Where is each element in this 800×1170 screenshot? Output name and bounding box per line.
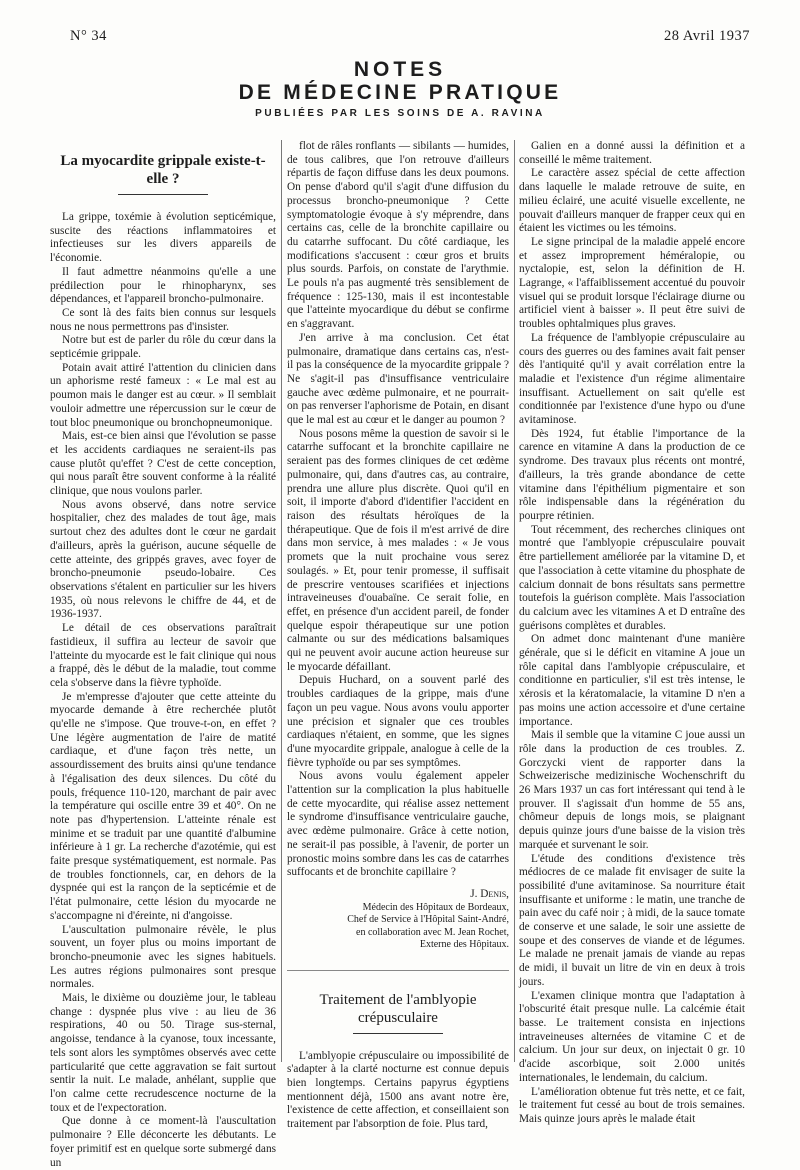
paragraph: Mais, est-ce bien ainsi que l'évolution se passe et les accidents cardiaques ne seraient-ils pas cause plutôt qu'effet ? C'est de cette conception, qui nous paraît être souvent conforme à la réalité clinique, que nous voulons parler. (50, 430, 276, 498)
paragraph: Ce sont là des faits bien connus sur lesquels nous ne nous permettrons pas d'insister. (50, 306, 276, 333)
article2-body-col2 (287, 1050, 509, 1132)
paragraph: Que donne à ce moment-là l'auscultation pulmonaire ? Elle déconcerte les débutants. Le foyer primitif est en quelque sorte submergé dans un (50, 1115, 276, 1169)
title-underline (353, 1033, 443, 1034)
issue-date: 28 Avril 1937 (664, 28, 750, 44)
masthead-title-line2: DE MÉDECINE PRATIQUE (238, 81, 562, 104)
paragraph: La fréquence de l'amblyopie crépusculaire au cours des guerres ou des famines avait fait penser dès l'antiquité qu'il y avait corrélation entre la maladie et l'existence d'un régime alimentaire insuffisant. Actuellement on sait qu'elle est conditionnée par l'existence d'une hypo ou d'une avitaminose. (519, 331, 745, 427)
article1-body-col2 (287, 140, 509, 880)
masthead-title-line1: NOTES (353, 58, 447, 81)
paragraph: Le caractère assez spécial de cette affection dans laquelle le malade retrouve de suite, en milieu éclairé, une acuité visuelle excellente, ne pouvait d'ailleurs manquer de frapper ceux qui en étaient les victimes ou les témoins. (519, 167, 745, 235)
paragraph: L'étude des conditions d'existence très médiocres de ce malade fit envisager de suite la possibilité d'une avitaminose. Sa nourriture était insuffisante et uniforme : le matin, une tranche de pain avec du café noir ; à midi, de la sauce tomate de conserve et une salade, le soir une assiette de soupe et des conserves de viande et de légumes. Le malade ne prenait jamais de viande au repas de midi, il buvait un litre de vin en deux à trois jours. (519, 852, 745, 988)
paragraph: Je m'empresse d'ajouter que cette atteinte du myocarde demande à être recherchée plutôt qu'elle ne s'impose. Que trouve-t-on, en effet ? Une légère augmentation de l'aire de matité cardiaque, et d'une façon très nette, un assourdissement des bruits ainsi qu'une tendance à l'égalisation des deux silences. Du côté du pouls, fréquence 110-120, marchant de pair avec la température qui oscille entre 39 et 40°. On ne note pas d'hypertension. L'atteinte rénale est minime et se traduit par une quantité d'albumine inférieure à 1 gr. La recherche d'azotémie, qui est faite presque systématiquement, est normale. Pas de troubles fonctionnels, car, en dehors de la dyspnée qui est la rançon de la septicémie et de l'état pulmonaire, cette lésion du myocarde ne s'accompagne ni d'éreinte, ni d'angoisse. (50, 690, 276, 922)
paragraph: Il faut admettre néanmoins qu'elle a une prédilection pour le rhinopharynx, ses dépendances, et l'appareil broncho-pulmonaire. (50, 265, 276, 306)
column-left (50, 152, 276, 1170)
paragraph: L'amblyopie crépusculaire ou impossibilité de s'adapter à la clarté nocturne est connue depuis bien longtemps. Certains papyrus égyptiens mentionnent déjà, 1500 ans avant notre ère, l'existence de cette affection, et conseillaient son traitement par l'absorption de foie. Plus tard, (287, 1049, 509, 1131)
paragraph: Dès 1924, fut établie l'importance de la carence en vitamine A dans la production de ce syndrome. Des travaux plus récents ont montré, d'ailleurs, la très grande abondance de cette vitamine dans l'épithélium pigmentaire et son rôle indispensable dans la régénération du pourpre rétinien. (519, 427, 745, 522)
paragraph: La grippe, toxémie à évolution septicémique, suscite des réactions inflammatoires et infectieuses sur les divers appareils de l'économie. (50, 211, 276, 265)
issue-number: N° 34 (70, 28, 107, 44)
paragraph: Nous avons voulu également appeler l'attention sur la complication la plus habituelle de cette myocardite, qui réalise assez nettement le syndrome d'insuffisance ventriculaire gauche, avec œdème pulmonaire. Grâce à cette notion, ne serait-il pas possible, à l'avenir, de porter un pronostic moins sombre dans les cas de catarrhes suffocants et de bronchite capillaire ? (287, 770, 509, 879)
article2-title-line1: Traitement de l'amblyopie (319, 991, 477, 1008)
article2-body-col3 (519, 140, 745, 1127)
column-right (519, 140, 745, 1127)
signature-line-4: Externe des Hôpitaux. (419, 939, 509, 951)
paragraph: Galien en a donné aussi la définition et a conseillé le même traitement. (519, 140, 745, 166)
masthead-subtitle: PUBLIÉES PAR LES SOINS DE A. RAVINA (255, 108, 545, 119)
article2-header (287, 970, 509, 1034)
signature-name: J. Denis, (470, 887, 509, 900)
paragraph: Depuis Huchard, on a souvent parlé des troubles cardiaques de la grippe, mais d'une façon un peu vague. Nous avons voulu apporter une précision et signaler que ces troubles cardiaques n'étaient, en somme, que les signes d'une myocardite grippale, analogue à celle de la fièvre typhoïde ou par ses symptômes. (287, 674, 509, 769)
article2-title-line2: crépusculaire (358, 1009, 438, 1026)
column-rule-right (514, 140, 515, 1062)
paragraph: Mais, le dixième ou douzième jour, le tableau change : dyspnée plus vive : au lieu de 36 respirations, 40 ou 50. Tirage sus-sternal, angoisse, tendance à la cyanose, toux incessante, tels sont alors les symptômes observés avec cette particularité que cette aggravation se fait surtout sentir la nuit. Le malade, anhélant, supplie que l'on calme cette recrudescence nocturne de la toux et de l'expectoration. (50, 992, 276, 1114)
paragraph: Nous posons même la question de savoir si le catarrhe suffocant et la bronchite capillaire ne seraient pas des formes cliniques de cet œdème pulmonaire, qui, dans d'autres cas, au contraire, prendra une allure plus discrète. Quoi qu'il en soit, il importe d'abord d'identifier l'accident en raison des résultats héroïques de la thérapeutique. Que de fois il m'est arrivé de dire dans mon service, à mes malades : « Je vous promets que la nuit prochaine vous serez soulagés. » Et, pour tenir promesse, il suffisait de prescrire ventouses scarifiées et injections intraveineuses d'ouabaïne. Ce serait folie, en effet, en présence d'un accident pareil, de fonder quelque espoir thérapeutique sur une potion calmante ou sur des médications balsamiques qui ne peuvent avoir aucune action heureuse sur le myocarde défaillant. (287, 427, 509, 673)
column-rule-left (281, 140, 282, 1062)
paragraph: Nous avons observé, dans notre service hospitalier, chez des malades de tout âge, mais surtout chez des adultes dont le cœur ne gardait d'ailleurs, après la guérison, aucune séquelle de cette atteinte, des grippés graves, avec foyer de broncho-pneumonie pseudo-lobaire. Ces observations s'étalent en particulier sur les hivers 1935, où nous relevons le chiffre de 44, et de 1936-1937. (50, 498, 276, 621)
paragraph: Tout récemment, des recherches cliniques ont montré que l'amblyopie crépusculaire pouvait être partiellement améliorée par la vitamine D, et que l'association à cette vitamine du phosphate de calcium donnait de bons résultats sans permettre toutefois la guérison complète. Mais l'association du calcium avec les vitamines A et D entraîne des guérisons complètes et durables. (519, 523, 745, 632)
paragraph: Notre but est de parler du rôle du cœur dans la septicémie grippale. (50, 334, 276, 361)
paragraph: L'examen clinique montra que l'adaptation à l'obscurité était presque nulle. La calcémie était basse. Le traitement consista en injections intraveineuses alternées de vitamine C et de calcium. Un jour sur deux, on injectait 0 gr. 10 d'acide ascorbique, soit 2.000 unités internationales, le lendemain, du calcium. (519, 989, 745, 1084)
signature-line-1: Médecin des Hôpitaux de Bordeaux, (362, 901, 509, 913)
paragraph: Le signe principal de la maladie appelé encore et assez improprement héméralopie, ou nyctalopie, est, selon la définition de H. Lagrange, « l'affaiblissement accentué du pouvoir visuel qui se produit lorsque l'éclairage diurne ou artificiel vient à baisser ». Il peut être suivi de troubles ophtalmiques plus graves. (519, 235, 745, 331)
paragraph: Mais il semble que la vitamine C joue aussi un rôle dans la production de ces troubles. Z. Gorczycki vient de rapporter dans la Schweizerische medizinische Wochenschrift du 26 Mars 1937 un cas fort intéressant qui tend à le prouver. Il s'agissait d'un homme de 55 ans, chômeur depuis de longs mois, se plaignant depuis quinze jours d'une baisse de la vision très marquée et survenant le soir. (519, 729, 745, 851)
signature-line-2: Chef de Service à l'Hôpital Saint-André, (347, 914, 509, 926)
column-middle (287, 140, 509, 1132)
paragraph: On admet donc maintenant d'une manière générale, que si le déficit en vitamine A joue un rôle capital dans l'amblyopie crépusculaire, et conditionne en particulier, s'il est très intense, le xérosis et la kératomalacie, la vitamine D n'en a pas moins une action accessoire et d'une certaine importance. (519, 633, 745, 728)
paragraph: Potain avait attiré l'attention du clinicien dans un aphorisme resté fameux : « Le mal est au poumon mais le danger est au cœur. » Il semblait vouloir admettre une répercussion sur le cœur de tout bloc pneumonique ou bronchopneumonique. (50, 361, 276, 429)
paragraph: L'amélioration obtenue fut très nette, et ce fait, le traitement fut cessé au bout de trois semaines. Mais quinze jours après le malade était (519, 1085, 745, 1125)
paragraph: Le détail de ces observations paraîtrait fastidieux, il suffira au lecteur de savoir que l'atteinte du myocarde est le fait clinique qui nous a frappé, dès le début de la maladie, tout comme cela s'observe dans la fièvre typhoïde. (50, 622, 276, 689)
article1-title: La myocardite grippale existe-t-elle ? (60, 153, 266, 187)
article1-body-col1 (50, 211, 276, 1170)
title-underline (118, 194, 208, 195)
signature-line-3: en collaboration avec M. Jean Rochet, (356, 926, 509, 938)
paragraph: L'auscultation pulmonaire révèle, le plus souvent, un foyer plus ou moins important de broncho-pneumonie avec les signes habituels. Les autres régions pulmonaires sont presque normales. (50, 923, 276, 991)
paragraph: flot de râles ronflants — sibilants — humides, de tous calibres, que l'on retrouve d'ailleurs répartis de façon diffuse dans les deux poumons. On pense d'abord qu'il s'agit d'une diffusion du processus broncho-pneumonique ? Cette symptomatologie évoque à s'y méprendre, dans certains cas, celle de la bronchite capillaire ou du catarrhe suffocant. Du côté cardiaque, les modifications s'accusent : cœur gros et bruits plus sourds. Parfois, on constate de l'arythmie. Le pouls n'a pas augmenté très sensiblement de fréquence : 125-130, mais il est incontestable que l'atteinte myocardique du début se confirme en s'aggravant. (287, 140, 509, 331)
paragraph: J'en arrive à ma conclusion. Cet état pulmonaire, dramatique dans certains cas, n'est-il pas la conséquence de la myocardite grippale ? Ne s'agit-il pas d'insuffisance ventriculaire gauche avec œdème pulmonaire, et ne pourrait-on pas renverser l'aphorisme de Potain, en disant que le mal est au cœur et le danger au poumon ? (287, 331, 509, 427)
